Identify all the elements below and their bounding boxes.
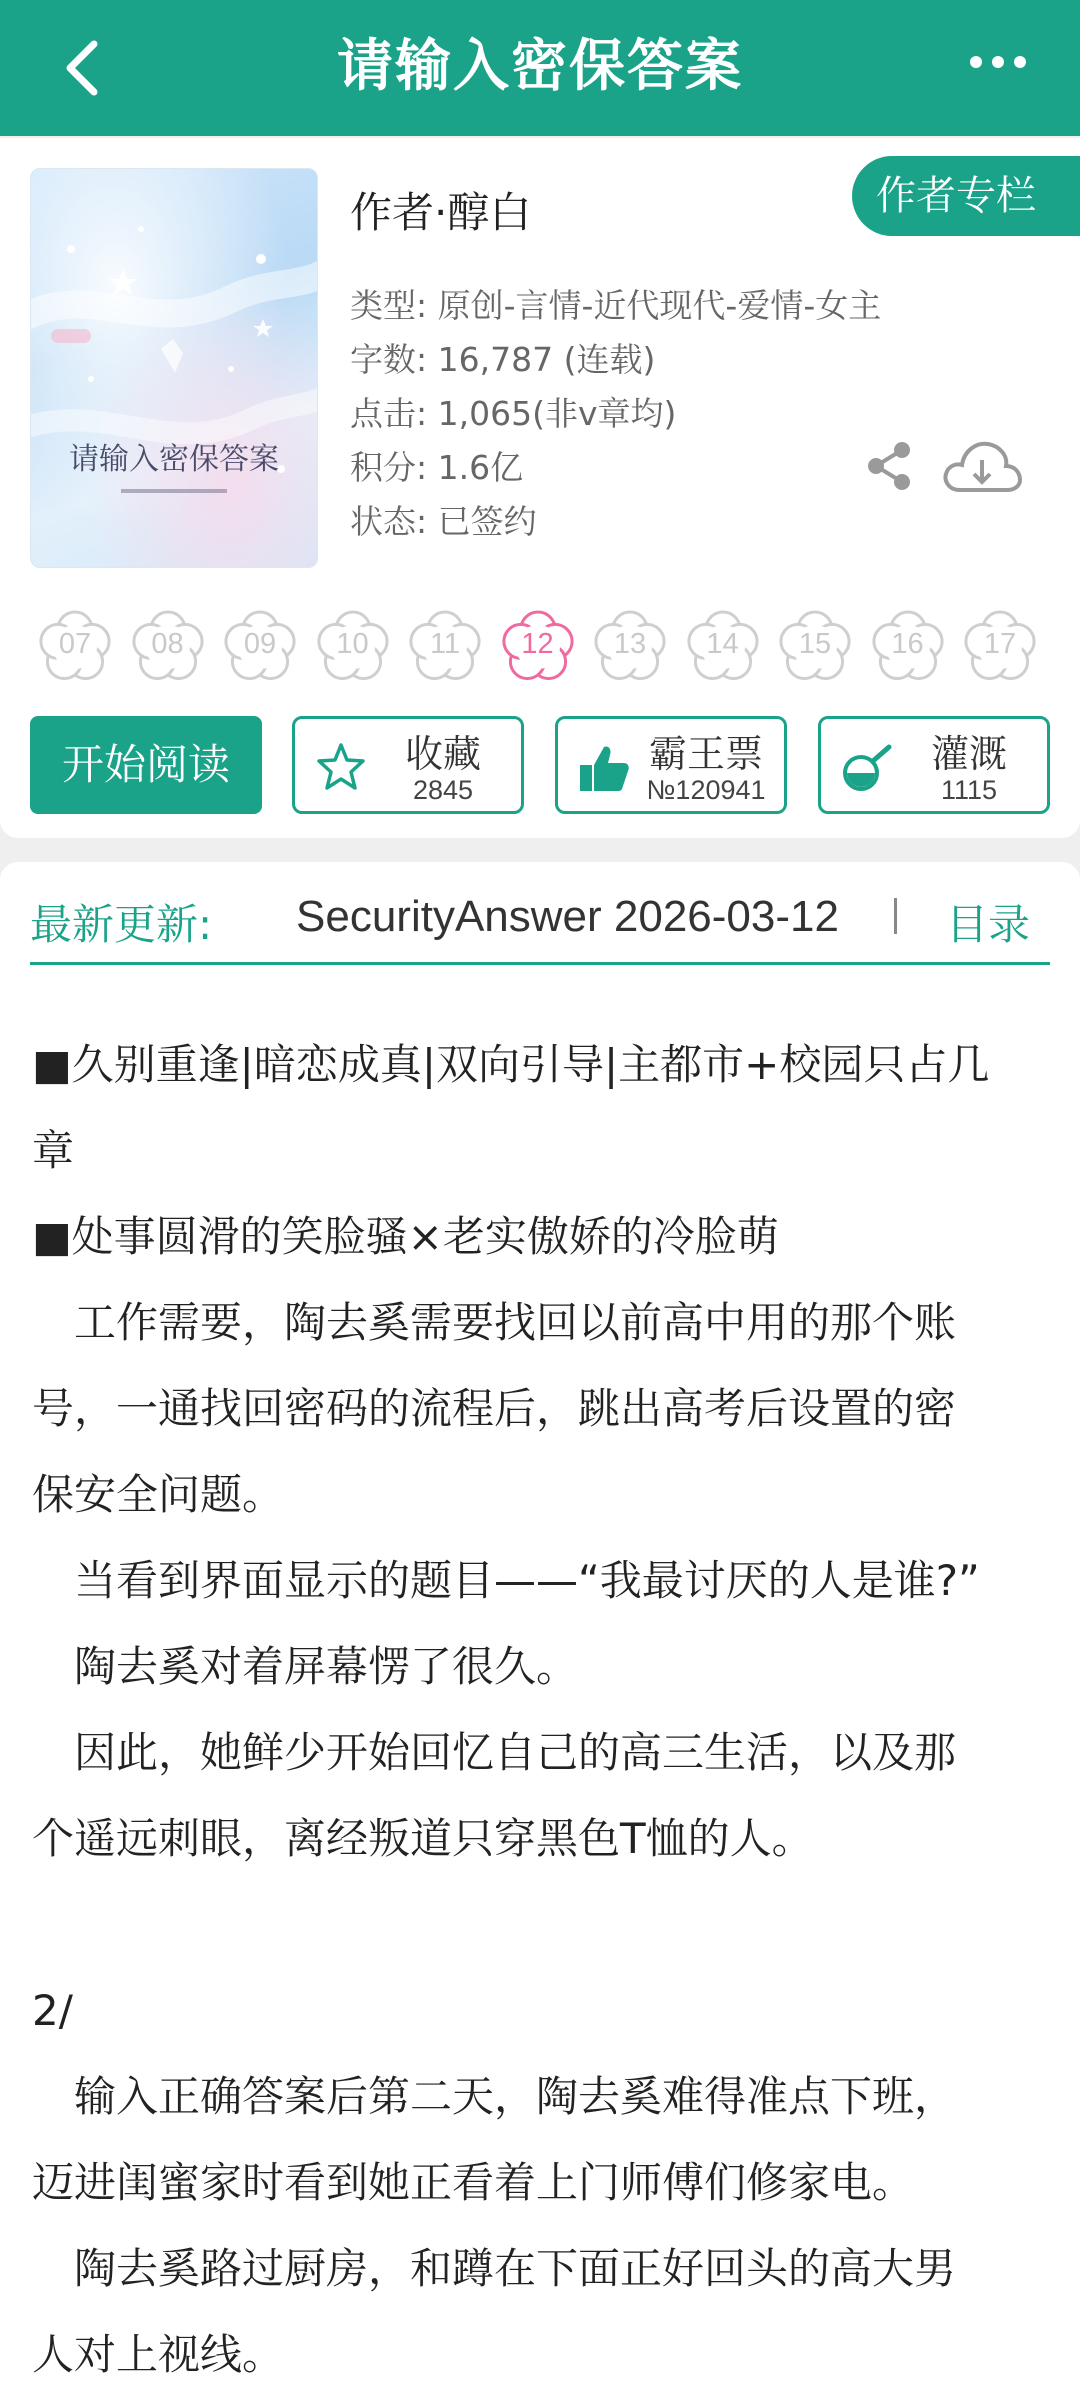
- table-of-contents-link[interactable]: 目录: [946, 900, 1031, 949]
- summary-line: 章: [32, 1126, 75, 1175]
- month-label: 13: [613, 628, 647, 660]
- summary-line: 2/: [32, 1986, 73, 2035]
- summary-line: ■处事圆滑的笑脸骚×老实傲娇的冷脸萌: [32, 1212, 779, 1261]
- month-label: 07: [58, 628, 92, 660]
- summary-line: 输入正确答案后第二天，陶去奚难得准点下班，: [32, 2072, 957, 2121]
- summary-line: 当看到界面显示的题目——“我最讨厌的人是谁?”: [32, 1556, 980, 1605]
- month-flower-15[interactable]: [774, 606, 856, 688]
- month-flower-07[interactable]: [34, 606, 116, 688]
- book-cover[interactable]: [30, 168, 318, 568]
- watering-icon: [839, 739, 895, 795]
- top-bar: [0, 0, 1080, 136]
- month-flower-14[interactable]: [682, 606, 764, 688]
- summary-line: 人对上视线。: [32, 2330, 285, 2379]
- month-flower-10[interactable]: [312, 606, 394, 688]
- book-status: 状态: 已签约: [350, 502, 537, 541]
- start-reading-button[interactable]: 开始阅读: [30, 716, 262, 814]
- summary-line: 工作需要，陶去奚需要找回以前高中用的那个账: [32, 1298, 957, 1347]
- thumbs-up-icon: [576, 739, 632, 795]
- collect-count: 2845: [412, 775, 474, 805]
- collect-label: 收藏: [404, 732, 481, 776]
- book-word-count: 字数: 16,787 (连载): [350, 340, 656, 379]
- summary-line: 迈进闺蜜家时看到她正看着上门师傅们修家电。: [32, 2158, 915, 2207]
- summary-line: ■久别重逢|暗恋成真|双向引导|主都市+校园只占几: [32, 1040, 990, 1089]
- book-score: 积分: 1.6亿: [350, 448, 524, 487]
- month-flower-16[interactable]: [867, 606, 949, 688]
- vote-label: 霸王票: [648, 732, 763, 776]
- water-button[interactable]: [818, 716, 1050, 814]
- summary-line: 因此，她鲜少开始回忆自己的高三生活，以及那: [32, 1728, 957, 1777]
- vote-count: №120941: [646, 775, 766, 805]
- divider: [30, 962, 1050, 965]
- water-label: 灌溉: [930, 732, 1007, 776]
- share-icon[interactable]: [862, 438, 918, 494]
- latest-chapter-link[interactable]: SecurityAnswer 2026-03-12: [296, 892, 839, 941]
- divider: [894, 898, 897, 934]
- month-label: 16: [891, 628, 924, 660]
- book-info-card: [0, 138, 1080, 838]
- author-column-button[interactable]: 作者专栏: [852, 156, 1080, 236]
- book-summary: [0, 1000, 1080, 2383]
- summary-line: 陶去奚对着屏幕愣了很久。: [32, 1642, 579, 1691]
- author-name[interactable]: 作者·醇白: [350, 188, 532, 237]
- page-title: 请输入密保答案: [337, 34, 743, 99]
- month-label: 17: [983, 628, 1017, 660]
- month-label: 09: [243, 628, 277, 660]
- month-flower-row: [34, 606, 1054, 686]
- summary-line: 陶去奚路过厨房，和蹲在下面正好回头的高大男: [32, 2244, 957, 2293]
- month-flower-13[interactable]: [589, 606, 671, 688]
- summary-line: 保安全问题。: [32, 1470, 285, 1519]
- month-label: 11: [429, 628, 461, 660]
- month-flower-08[interactable]: [127, 606, 209, 688]
- month-label: 15: [798, 628, 832, 660]
- latest-update-label: 最新更新:: [30, 900, 213, 949]
- month-label: 12: [521, 628, 554, 660]
- download-icon[interactable]: [940, 434, 1024, 498]
- month-label: 14: [706, 628, 739, 660]
- month-flower-12[interactable]: [497, 606, 579, 688]
- summary-line: 号，一通找回密码的流程后，跳出高考后设置的密: [32, 1384, 957, 1433]
- month-flower-17[interactable]: [959, 606, 1041, 688]
- summary-line: 个遥远刺眼，离经叛道只穿黑色T恤的人。: [32, 1814, 814, 1863]
- vote-button[interactable]: [555, 716, 787, 814]
- book-type: 类型: 原创-言情-近代现代-爱情-女主: [350, 286, 882, 325]
- month-label: 08: [151, 628, 184, 660]
- cover-title: 请输入密保答案: [69, 442, 279, 477]
- book-clicks: 点击: 1,065(非v章均): [350, 394, 677, 433]
- month-flower-11[interactable]: [404, 606, 486, 688]
- water-count: 1115: [940, 775, 998, 805]
- star-icon: [313, 739, 369, 795]
- collect-button[interactable]: [292, 716, 524, 814]
- latest-update-bar: [0, 862, 1080, 1000]
- month-label: 10: [336, 628, 369, 660]
- month-flower-09[interactable]: [219, 606, 301, 688]
- more-icon[interactable]: [968, 50, 1028, 74]
